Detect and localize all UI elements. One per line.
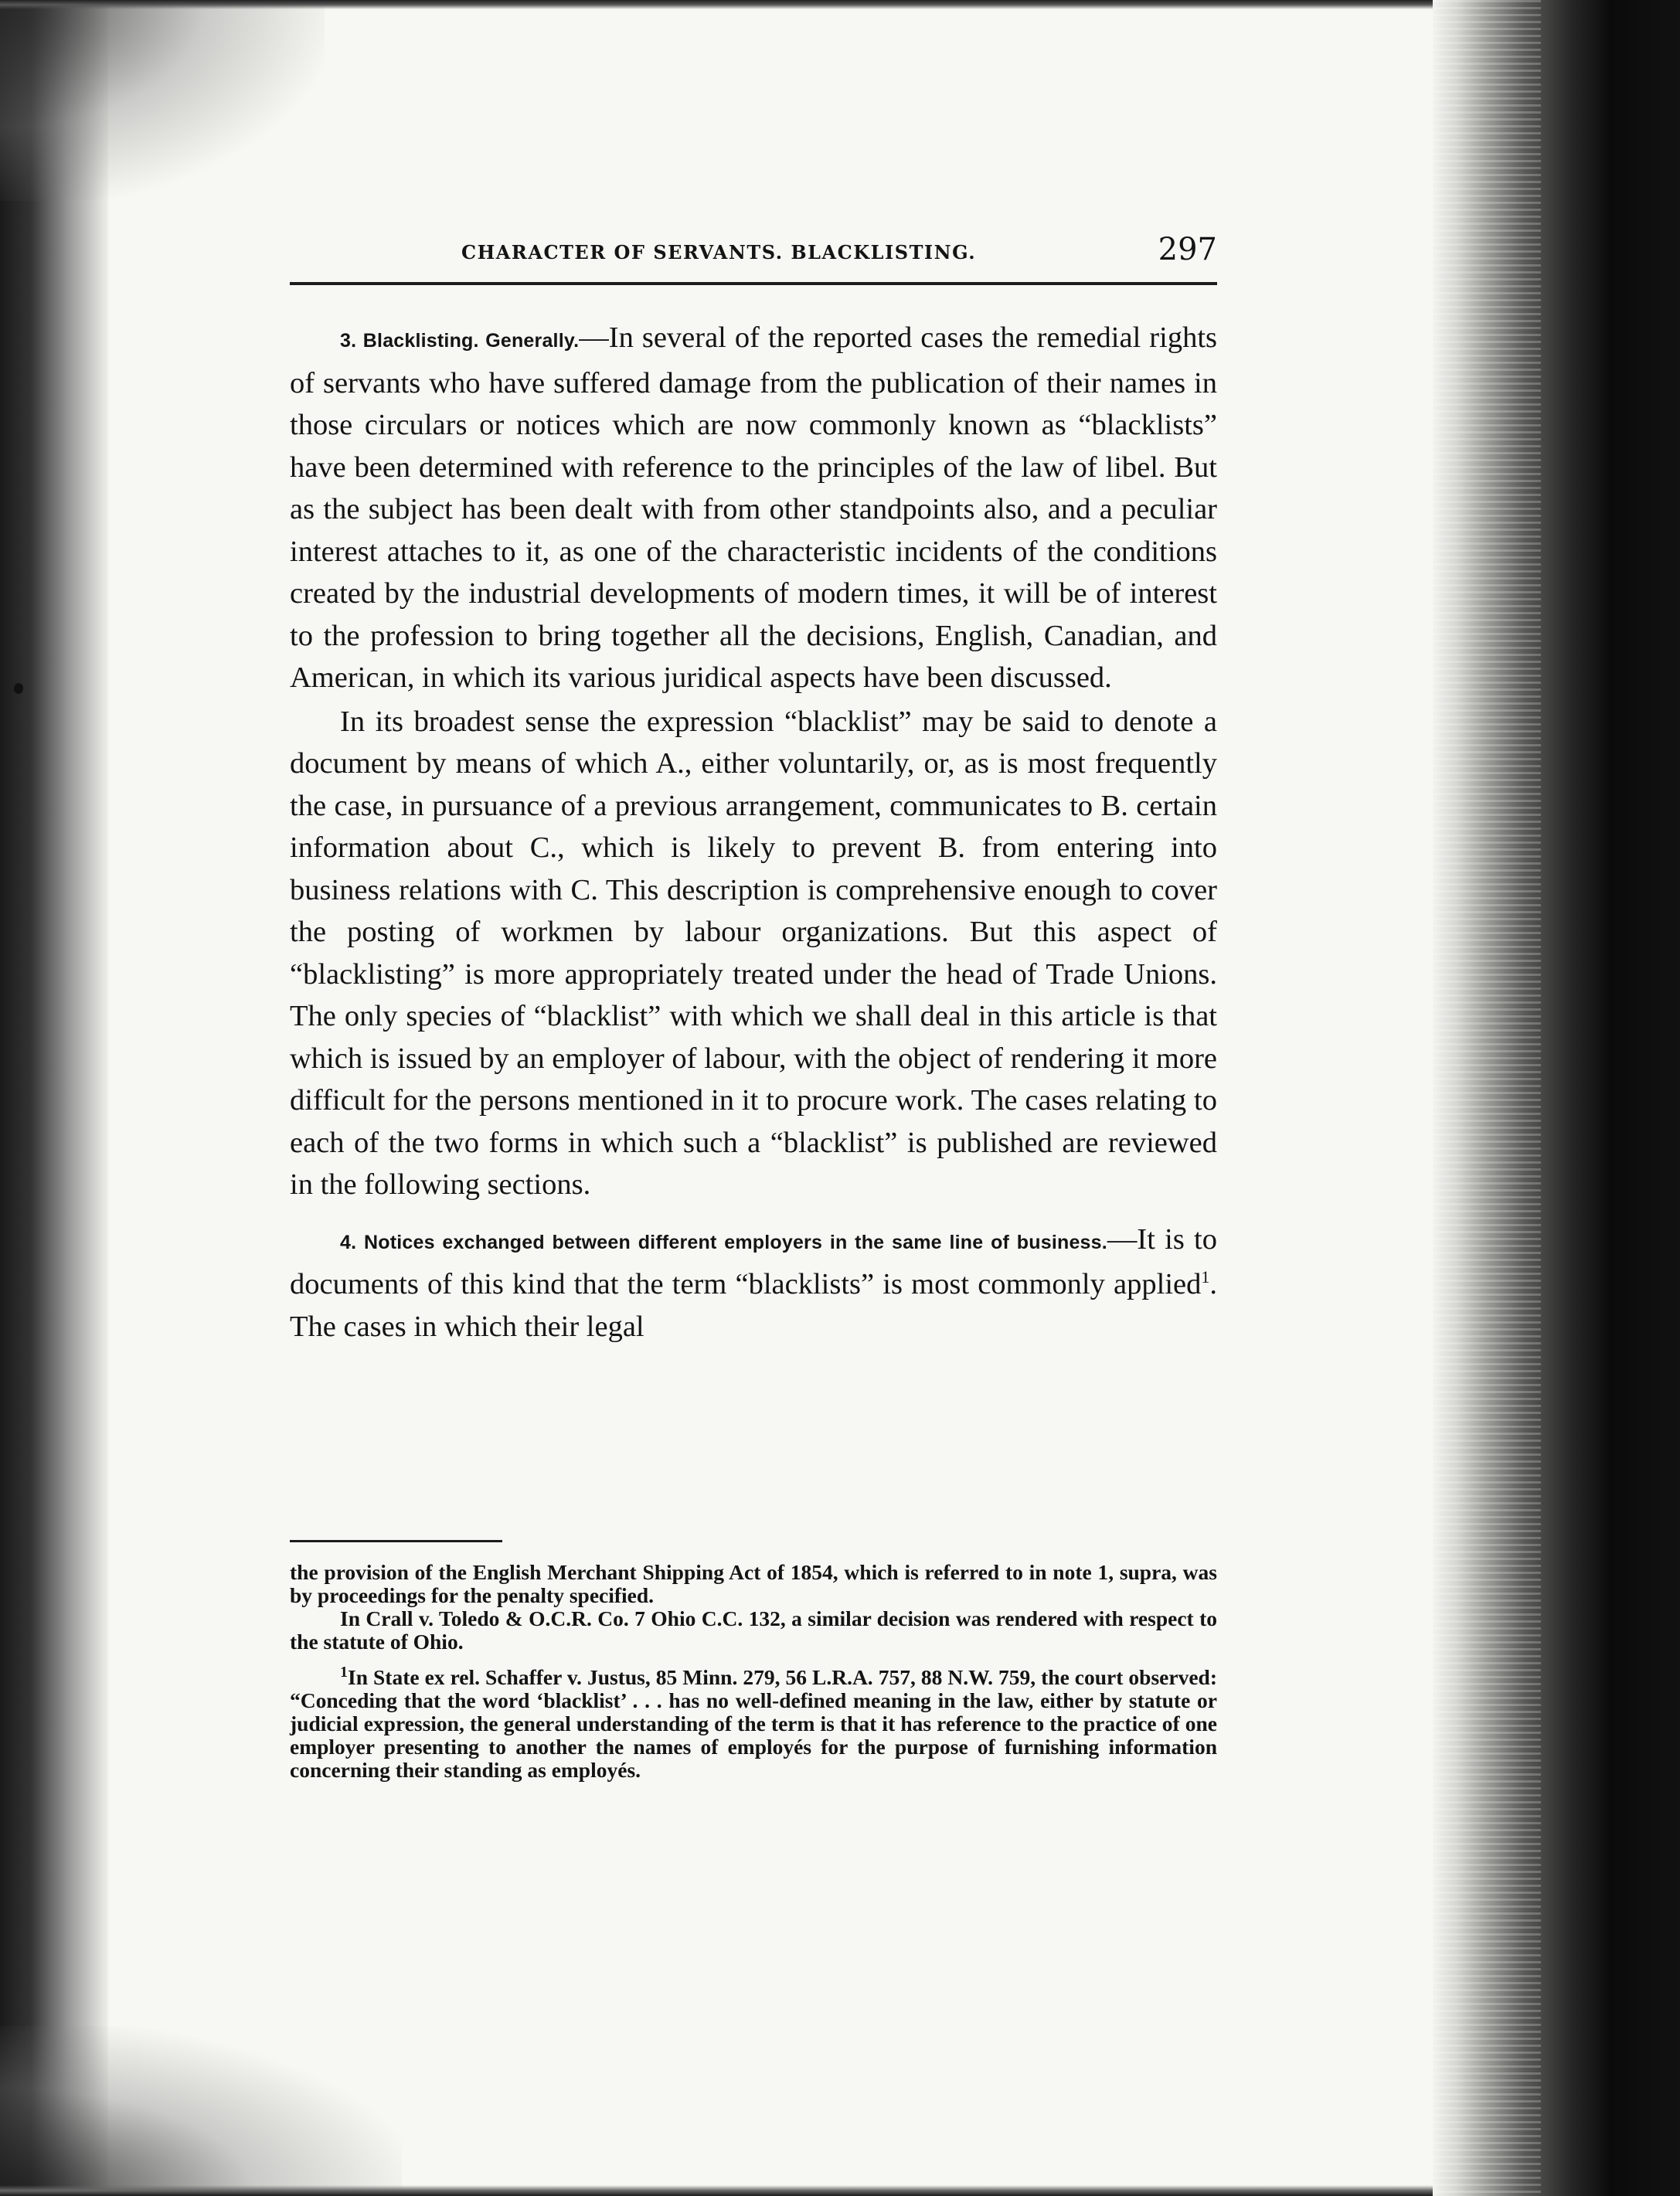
footnotes [290,1561,1217,1782]
scan-top-edge [0,0,1680,9]
footnote-1-number: 1 [340,1663,348,1681]
scan-left-top-shadow [0,0,325,201]
footnote-1 [290,1663,1217,1782]
footnote-reference: 1 [1201,1267,1210,1287]
scan-left-edge [0,0,108,2196]
section-3-paragraph [290,317,1217,699]
section-3-heading: 3. Blacklisting. Generally. [340,330,580,352]
scan-speck [14,683,23,694]
section-4-text-continued: . The cases in which their legal [290,1268,1217,1343]
scan-bottom-edge [0,2185,1680,2196]
footnote-crall: In Crall v. Toledo & O.C.R. Co. 7 Ohio C.C. 132, a similar decision was rendered with respect to the statute of Ohio. [290,1606,1217,1654]
section-4-paragraph [290,1219,1217,1348]
page-header [290,232,1217,272]
header-rule [290,282,1217,285]
section-4-text: —It is to documents of this kind that the term “blacklists” is most commonly applied [290,1222,1217,1300]
footnote-1-text: In State ex rel. Schaffer v. Justus, 85 Minn. 279, 56 L.R.A. 757, 88 N.W. 759, the court observed: “Conceding that the word ‘blacklist’ . . . has no well-defined meaning in the law, either by statute or judicial expression, the general understanding of the term is that it has reference to the practice of one employer presenting to another the names of employés for the purpose of furnishing information concerning their standing as employés. [290,1665,1217,1782]
page-number: 297 [1158,232,1217,267]
footnote-continued: the provision of the English Merchant Shipping Act of 1854, which is referred to in note 1, supra, was by proceedings for the penalty specified. [290,1560,1217,1607]
section-4-heading: 4. Notices exchanged between different employers in the same line of business. [340,1231,1107,1253]
scan-left-bottom-shadow [0,2026,402,2196]
body-text [290,317,1217,1348]
footnote-rule [290,1540,502,1542]
scan-binding-noise [1433,0,1541,2196]
section-3-paragraph-1-text: —In several of the reported cases the remedial rights of servants who have suffered damage from the publication of their names in those circulars or notices which are now commonly known as “blacklists” have been determined with reference to the principles of the law of libel. But as the subject has been dealt with from other standpoints also, and a peculiar interest attaches to it, as one of the characteristic incidents of the conditions created by the industrial developments of modern times, it will be of interest to the profession to bring together all the decisions, English, Canadian, and American, in which its various juridical aspects have been discussed. [290,321,1218,694]
section-3-paragraph-2: In its broadest sense the expression “blacklist” may be said to denote a document by means of which A., either voluntarily, or, as is most frequently the case, in pursuance of a previous arrangement, communicates to B. certain information about C., which is likely to prevent B. from entering into business relations with C. This description is comprehensive enough to cover the posting of workmen by labour organizations. But this aspect of “blacklisting” is more appropriately treated under the head of Trade Unions. The only species of “blacklist” with which we shall deal in this article is that which is issued by an employer of labour, with the object of rendering it more difficult for the persons mentioned in it to procure work. The cases relating to each of the two forms in which such a “blacklist” is published are reviewed in the following sections. [290,705,1217,1201]
running-head: CHARACTER OF SERVANTS. BLACKLISTING. [461,241,977,263]
